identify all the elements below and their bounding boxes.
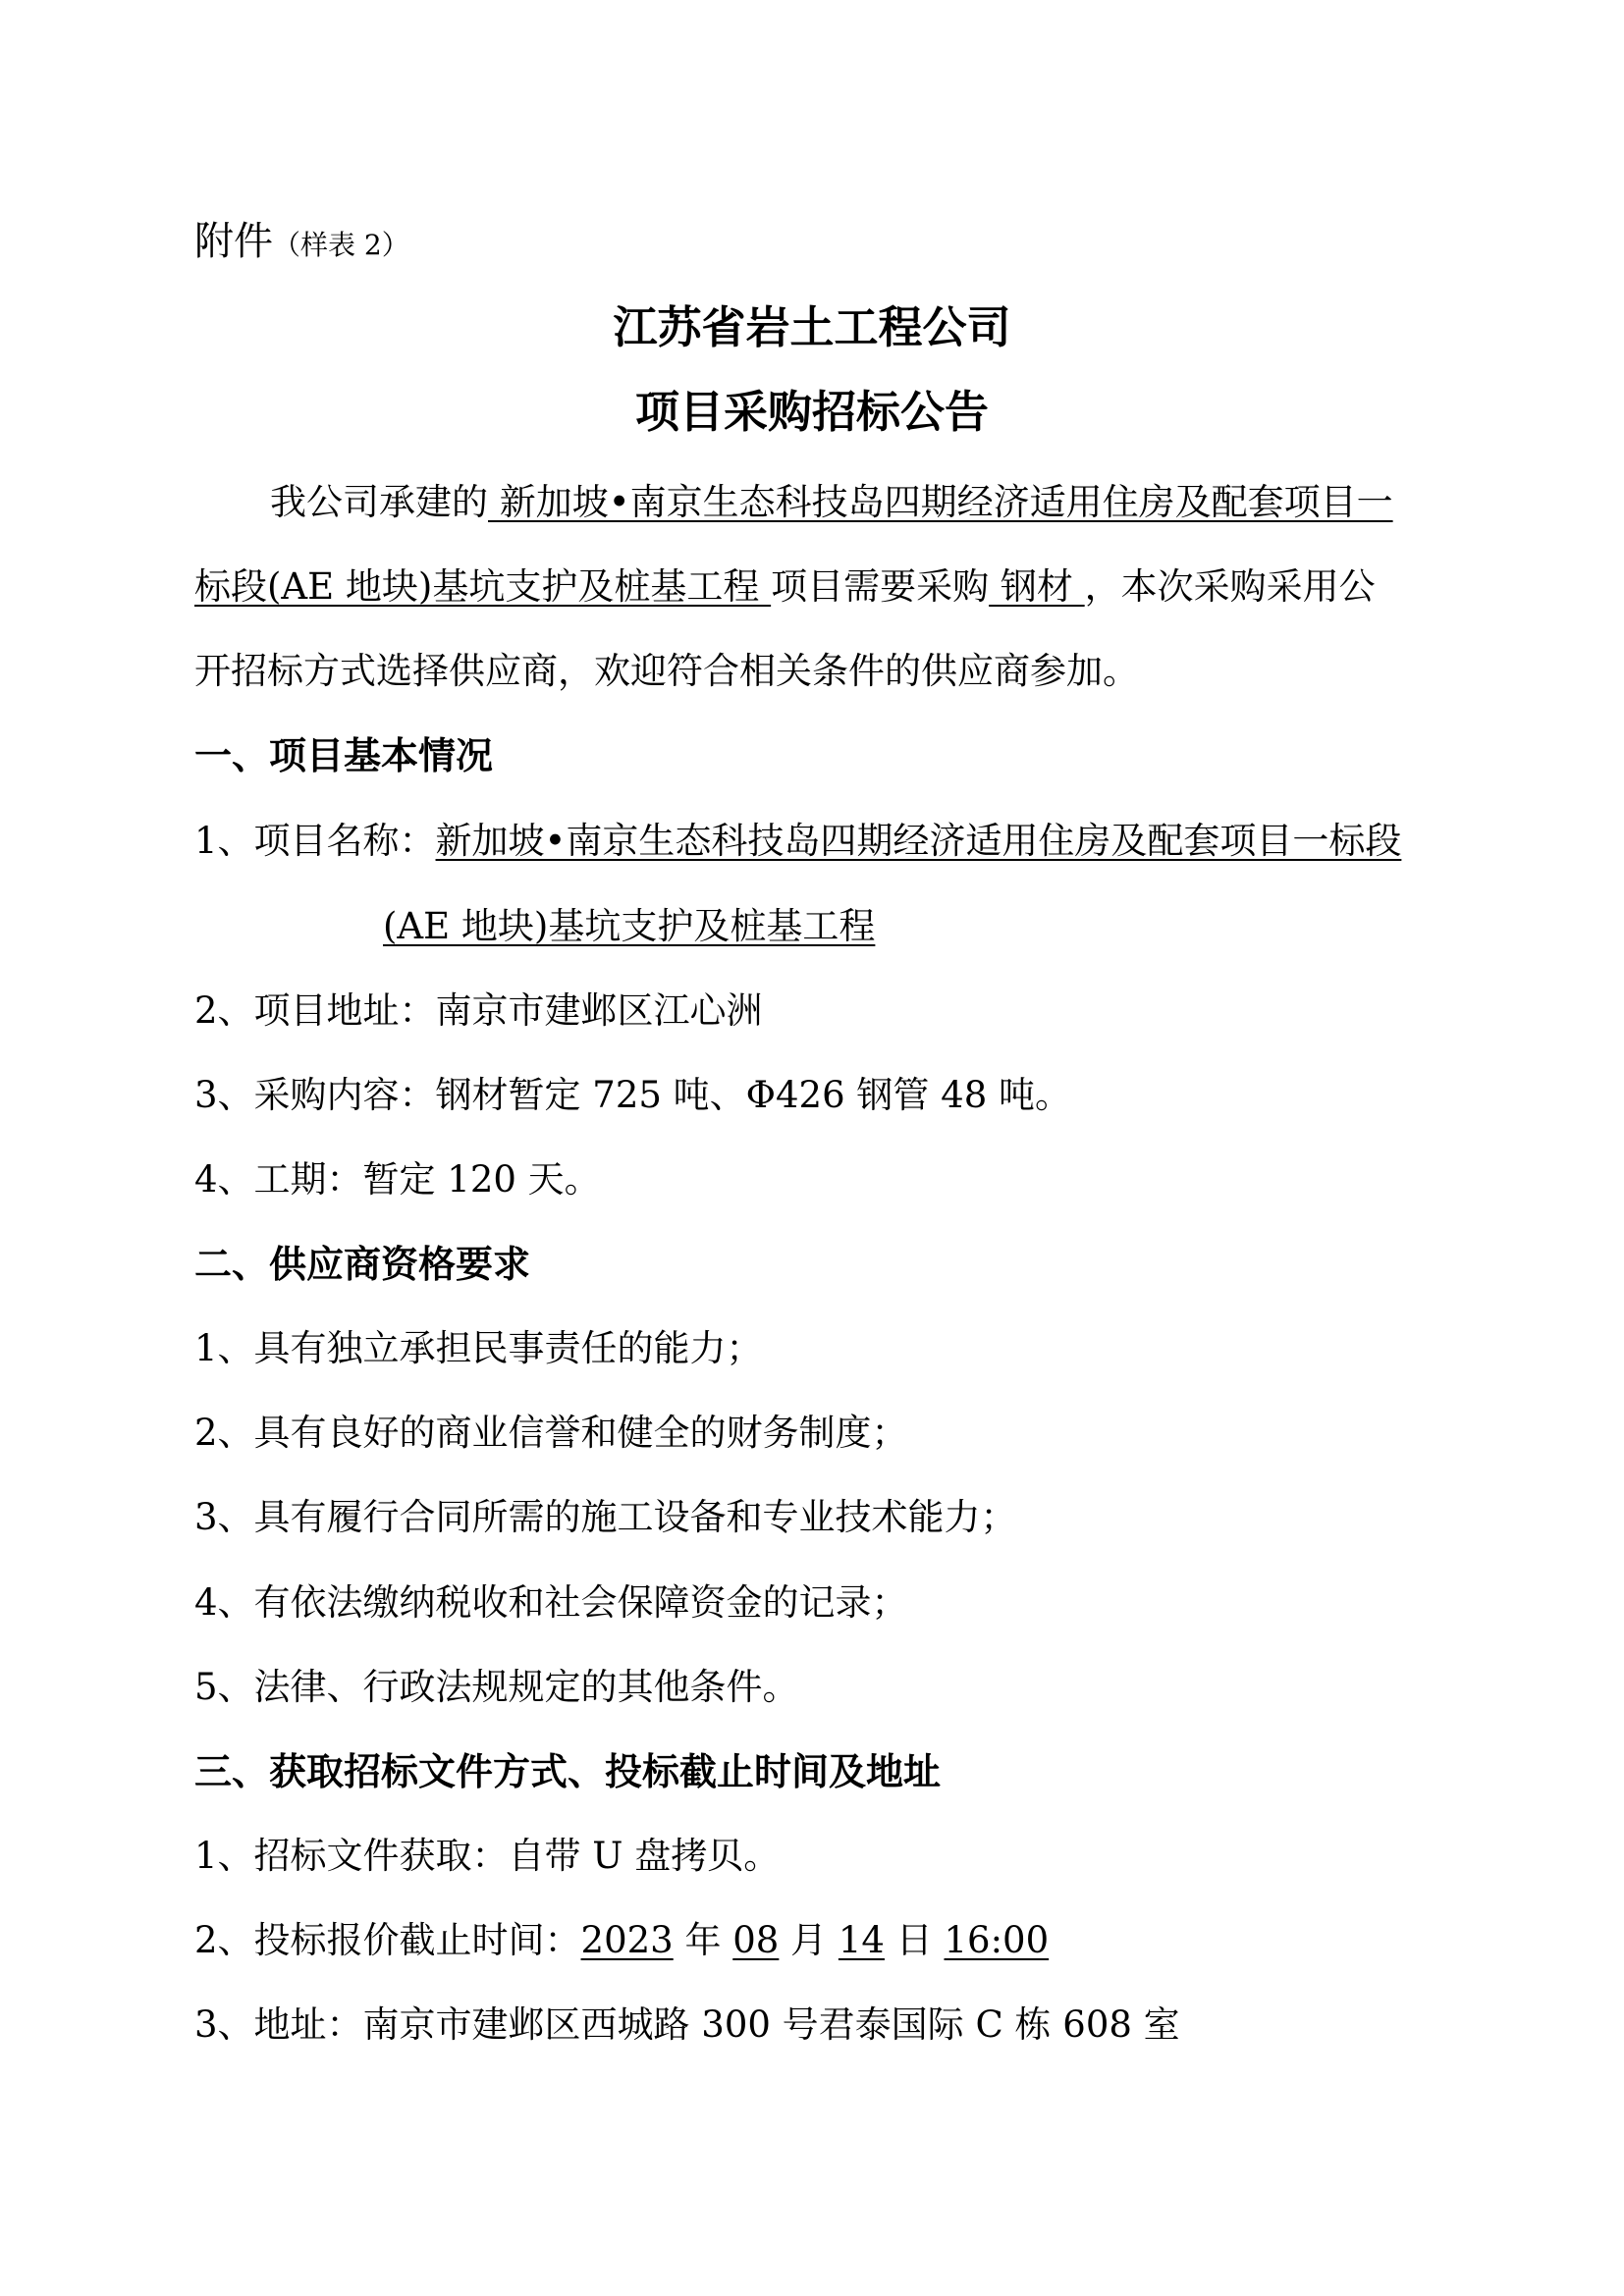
section3-item3: 3、地址：南京市建邺区西城路 300 号君泰国际 C 栋 608 室 bbox=[194, 2003, 1180, 2046]
section1-item1-value-2: (AE 地块)基坑支护及桩基工程 bbox=[383, 905, 876, 947]
deadline-year-unit: 年 bbox=[673, 1919, 733, 1961]
deadline-month: 08 bbox=[732, 1919, 780, 1961]
deadline-day: 14 bbox=[838, 1919, 885, 1961]
intro-text-1: 我公司承建的 bbox=[270, 481, 488, 523]
intro-material: 钢材 bbox=[989, 565, 1085, 608]
section3-item1: 1、招标文件获取：自带 U 盘拷贝。 bbox=[194, 1835, 781, 1877]
notice-title: 项目采购招标公告 bbox=[634, 386, 989, 438]
intro-line-1 bbox=[270, 479, 1393, 526]
deadline-year: 2023 bbox=[580, 1919, 674, 1961]
deadline-month-unit: 月 bbox=[779, 1919, 839, 1961]
section2-item-4: 4、有依法缴纳税收和社会保障资金的记录； bbox=[194, 1581, 908, 1624]
section3-heading: 三、获取招标文件方式、投标截止时间及地址 bbox=[194, 1750, 942, 1793]
company-title: 江苏省岩土工程公司 bbox=[613, 301, 1011, 353]
intro-text-2: 项目需要采购 bbox=[771, 565, 990, 608]
section1-item3: 3、采购内容：钢材暂定 725 吨、Φ426 钢管 48 吨。 bbox=[194, 1074, 1072, 1116]
intro-line-3: 开招标方式选择供应商，欢迎符合相关条件的供应商参加。 bbox=[194, 650, 1139, 692]
section2-item-2: 2、具有良好的商业信誉和健全的财务制度； bbox=[194, 1412, 908, 1454]
attachment-sample: （样表 2） bbox=[273, 229, 409, 261]
deadline-day-unit: 日 bbox=[884, 1919, 945, 1961]
section2-item-3: 3、具有履行合同所需的施工设备和专业技术能力； bbox=[194, 1496, 1017, 1538]
section1-item4: 4、工期：暂定 120 天。 bbox=[194, 1158, 601, 1201]
section1-item1-value-1: 新加坡•南京生态科技岛四期经济适用住房及配套项目一标段 bbox=[435, 820, 1402, 862]
section2-heading: 二、供应商资格要求 bbox=[194, 1243, 531, 1286]
section3-item2 bbox=[194, 1917, 1049, 1964]
section1-item1-cont bbox=[383, 903, 875, 950]
section1-heading: 一、项目基本情况 bbox=[194, 734, 494, 777]
section1-item1 bbox=[194, 818, 1401, 865]
intro-text-3: ，本次采购采用公 bbox=[1084, 565, 1376, 608]
section1-item2: 2、项目地址：南京市建邺区江心洲 bbox=[194, 989, 763, 1032]
attachment-line bbox=[194, 218, 409, 269]
intro-project-name-2: 标段(AE 地块)基坑支护及桩基工程 bbox=[194, 565, 772, 608]
section2-item-1: 1、具有独立承担民事责任的能力； bbox=[194, 1327, 763, 1369]
attachment-label: 附件 bbox=[194, 219, 273, 264]
section1-item1-label: 1、项目名称： bbox=[194, 820, 436, 862]
section3-item2-label: 2、投标报价截止时间： bbox=[194, 1919, 581, 1961]
intro-project-name-1: 新加坡•南京生态科技岛四期经济适用住房及配套项目一 bbox=[488, 481, 1393, 523]
deadline-time: 16:00 bbox=[944, 1919, 1050, 1961]
intro-line-2 bbox=[194, 563, 1376, 611]
section2-item-5: 5、法律、行政法规规定的其他条件。 bbox=[194, 1666, 799, 1708]
